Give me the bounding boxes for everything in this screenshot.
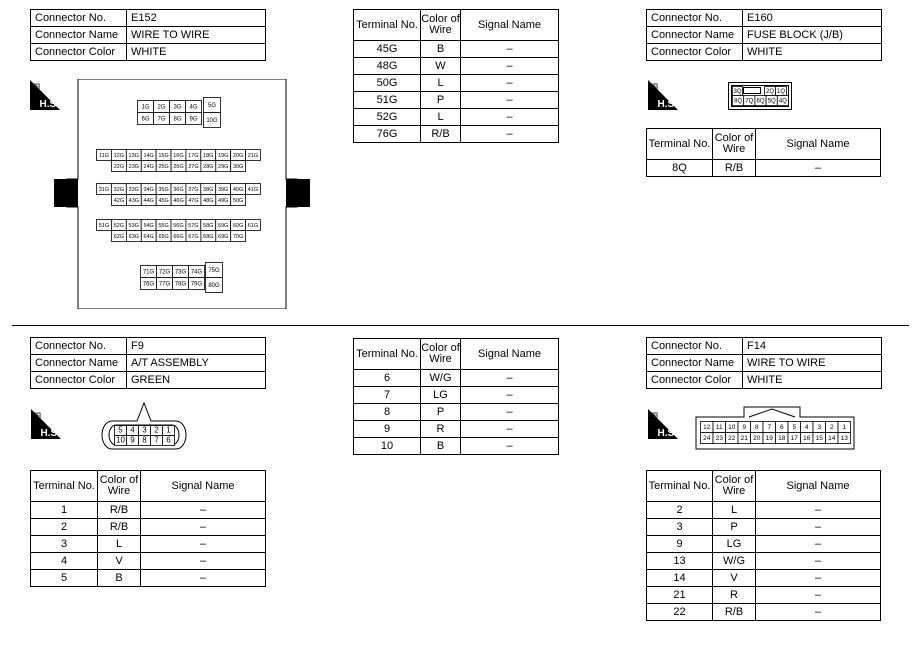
pin-label: 20G [232,153,244,159]
terminal-table-e152: Terminal No. Color of Wire Signal Name 45G B – 48G W – 50G L – 51G P – 52G L – 76G R/B – [353,9,559,143]
pin-label: 7 [767,424,772,431]
pin-label: 25G [158,164,169,170]
pin-label: 73G [174,269,187,276]
signal-name: – [141,502,266,519]
connector-diagram-f14 [694,405,856,451]
terminal-row [354,75,559,92]
pin-label: 8Q [734,98,743,105]
pin-label: 14 [828,435,836,442]
pin-label: 70G [232,234,244,240]
pin-label: 16G [173,153,184,159]
terminal-row [647,519,881,536]
terminal-table-f9-right: Terminal No. Color of Wire Signal Name 6 W/G – 7 LG – 8 P – 9 R – 10 B – [353,338,559,455]
signal-name: – [461,126,559,143]
signal-name: – [461,421,559,438]
terminal-number: 8Q [647,160,713,177]
pin-label: 33G [128,187,139,193]
terminal-row [31,519,266,536]
pin-label: 35G [158,187,169,193]
wire-color: LG [421,387,461,404]
pin-label: 7Q [745,98,754,105]
terminal-row [354,41,559,58]
terminal-number: 76G [354,126,421,143]
pin-label: 18G [203,153,214,159]
pin-label: 67G [188,234,199,240]
terminal-row [354,109,559,126]
wire-color: R/B [713,160,756,177]
terminal-table-f9-left: Terminal No. Color of Wire Signal Name 1 R/B – 2 R/B – 3 L – 4 V – 5 B – [30,470,266,587]
pin-label: 12 [703,424,711,431]
pin-label: 60G [232,223,244,229]
pin-label: 5G [207,103,217,109]
pin-label: 8G [173,116,182,123]
connector-plug-icon: ⊞ [650,411,659,422]
pin-label: 4 [804,424,809,431]
pin-label: 69G [218,234,229,240]
signal-name: – [756,553,881,570]
wire-color: W/G [713,553,756,570]
terminal-row [647,160,881,177]
pin-label: 45G [158,198,169,204]
terminal-number: 48G [354,58,421,75]
signal-name: – [756,604,881,621]
signal-name: – [756,587,881,604]
pin-label: 15 [815,435,823,442]
signal-name: – [461,370,559,387]
connector-plug-icon: ⊞ [650,82,659,93]
pin-label: 59G [217,223,229,229]
connector-diagram-e152 [50,79,314,309]
signal-name: – [461,438,559,455]
pin-label: 75G [208,268,220,274]
hs-badge-icon: ⊞ H.S. [650,411,677,439]
terminal-number: 8 [354,404,421,421]
pin-label: 77G [158,281,171,288]
connector-diagram-f9 [100,401,188,451]
pin-label: 4Q [778,98,787,105]
signal-name: – [141,570,266,587]
terminal-row [647,553,881,570]
pin-label: 79G [190,281,203,288]
pin-label: 54G [143,223,154,229]
terminal-row [354,126,559,143]
signal-name: – [461,404,559,421]
connector-plug-icon: ⊞ [32,82,41,93]
pin-label: 50G [232,198,244,204]
terminal-number: 9 [647,536,713,553]
terminal-row [354,404,559,421]
hs-badge-icon: ⊞ H.S. [32,82,59,110]
hs-badge-icon: ⊞ H.S. [650,82,677,110]
terminal-row [354,92,559,109]
wire-color: P [421,404,461,421]
signal-name: – [141,553,266,570]
terminal-row [354,421,559,438]
terminal-table-f14: Terminal No. Color of Wire Signal Name 2 L – 3 P – 9 LG – 13 W/G – 14 V – 21 R – 22 R/B – [646,470,881,621]
wire-color: V [98,553,141,570]
pin-label: 1 [842,424,847,431]
pin-label: 41G [247,187,259,193]
pin-label: 68G [203,234,214,240]
pin-label: 4 [130,425,135,435]
pin-label: 57G [188,223,199,229]
pin-label: 9 [742,424,747,431]
pin-label: 17 [790,435,798,442]
pin-label: 51G [98,223,110,229]
signal-name: – [461,92,559,109]
pin-label: 15G [158,153,169,159]
pin-label: 5 [118,425,123,435]
pin-label: 9G [189,116,198,123]
wire-color: L [421,109,461,126]
terminal-number: 50G [354,75,421,92]
pin-label: 22 [728,435,736,442]
signal-name: – [756,502,881,519]
terminal-number: 3 [647,519,713,536]
terminal-row [354,370,559,387]
wire-color: R [421,421,461,438]
connector-info-e152: Connector No. E152 Connector Name WIRE TO WIRE Connector Color WHITE [30,9,266,61]
terminal-number: 5 [31,570,98,587]
terminal-number: 14 [647,570,713,587]
pin-label: 23 [715,435,723,442]
pin-label: 9 [130,435,135,445]
wire-color: R [713,587,756,604]
pin-label: 39G [217,187,229,193]
signal-name: – [141,519,266,536]
terminal-row [647,604,881,621]
pin-label: 10 [728,424,736,431]
signal-name: – [756,536,881,553]
pin-label: 36G [173,187,184,193]
pin-label: 4G [189,104,198,111]
pin-label: 8 [754,424,759,431]
signal-name: – [756,570,881,587]
pin-label: 40G [232,187,244,193]
signal-name: – [141,536,266,553]
signal-name: – [756,519,881,536]
connector-info-f14: Connector No. F14 Connector Name WIRE TO WIRE Connector Color WHITE [646,337,882,389]
terminal-number: 3 [31,536,98,553]
pin-label: 55G [158,223,169,229]
pin-label: 28G [203,164,214,170]
pin-label: 74G [190,269,203,276]
pin-label: 7G [157,116,166,123]
terminal-row [354,58,559,75]
pin-label: 58G [203,223,214,229]
pin-label: 76G [142,281,155,288]
fuse-slot [744,88,761,94]
pin-label: 21G [247,153,259,159]
pin-label: 53G [128,223,139,229]
wire-color: L [713,502,756,519]
pin-label: 38G [203,187,214,193]
wire-color: B [98,570,141,587]
pin-label: 34G [143,187,154,193]
pin-label: 49G [218,198,229,204]
pin-label: 1Q [776,89,786,95]
pin-label: 6 [779,424,784,431]
pin-label: 2 [829,424,834,431]
connector-info-e160: Connector No. E160 Connector Name FUSE BLOCK (J/B) Connector Color WHITE [646,9,882,61]
pin-label: 5Q [767,98,776,105]
terminal-number: 10 [354,438,421,455]
pin-label: 72G [158,269,171,276]
pin-label: 2 [154,425,159,435]
pin-label: 17G [188,153,199,159]
pin-label: 52G [113,223,125,229]
pin-label: 43G [128,198,140,204]
pin-label: 30G [232,164,244,170]
terminal-number: 51G [354,92,421,109]
signal-name: – [756,160,881,177]
terminal-number: 2 [31,519,98,536]
pin-label: 64G [143,234,154,240]
pin-label: 21 [740,435,748,442]
pin-label: 22G [113,164,125,170]
pin-label: 6 [166,435,171,445]
pin-label: 37G [188,187,199,193]
terminal-number: 4 [31,553,98,570]
terminal-number: 1 [31,502,98,519]
pin-label: 20 [753,435,761,442]
pin-label: 11G [98,153,109,159]
wire-color: L [421,75,461,92]
connector-diagram-e160 [728,82,792,110]
wire-color: P [421,92,461,109]
wire-color: R/B [98,519,141,536]
terminal-row [354,387,559,404]
pin-label: 48G [203,198,214,204]
terminal-row [31,553,266,570]
section-divider [12,325,909,326]
pin-label: 11 [715,424,723,431]
wire-color: R/B [421,126,461,143]
pin-label: 14G [143,153,154,159]
terminal-table-e160: Terminal No. Color of Wire Signal Name 8Q R/B – [646,128,881,177]
terminal-number: 7 [354,387,421,404]
wire-color: B [421,438,461,455]
terminal-number: 45G [354,41,421,58]
terminal-row [31,570,266,587]
pin-label: 61G [247,223,259,229]
pin-label: 24G [143,164,154,170]
terminal-number: 52G [354,109,421,126]
pin-label: 2G [157,104,166,111]
pin-label: 71G [142,269,155,276]
wire-color: W [421,58,461,75]
pin-label: 24 [703,435,711,442]
pin-label: 12G [113,153,125,159]
pin-label: 19 [765,435,773,442]
pin-label: 62G [113,234,125,240]
pin-label: 80G [208,283,220,289]
signal-name: – [461,41,559,58]
pin-label: 23G [128,164,140,170]
pin-label: 6Q [756,98,765,105]
terminal-number: 21 [647,587,713,604]
wire-color: R/B [713,604,756,621]
signal-name: – [461,387,559,404]
pin-label: 6G [141,116,150,123]
pin-label: 31G [98,187,110,193]
terminal-number: 6 [354,370,421,387]
hs-badge-icon: ⊞ H.S. [33,411,60,439]
pin-label: 1 [166,425,171,435]
pin-label: 46G [173,198,184,204]
pin-label: 19G [217,153,229,159]
pin-label: 63G [128,234,140,240]
pin-label: 10G [206,118,218,124]
connector-plug-icon: ⊞ [33,411,42,422]
pin-label: 78G [174,281,187,288]
terminal-row [354,438,559,455]
pin-label: 5 [792,424,797,431]
signal-name: – [461,58,559,75]
wire-color: LG [713,536,756,553]
pin-label: 29G [218,164,229,170]
terminal-number: 13 [647,553,713,570]
terminal-number: 9 [354,421,421,438]
wire-color: V [713,570,756,587]
terminal-row [31,502,266,519]
signal-name: – [461,109,559,126]
pin-label: 8 [142,435,147,445]
wire-color: P [713,519,756,536]
connector-info-f9: Connector No. F9 Connector Name A/T ASSEMBLY Connector Color GREEN [30,337,266,389]
pin-label: 32G [113,187,125,193]
terminal-number: 2 [647,502,713,519]
pin-label: 27G [188,164,199,170]
signal-name: – [461,75,559,92]
pin-label: 66G [173,234,184,240]
pin-label: 3G [173,104,182,111]
wire-color: B [421,41,461,58]
pin-label: 16 [803,435,811,442]
pin-label: 42G [113,198,125,204]
pin-label: 47G [188,198,199,204]
pin-label: 3Q [733,89,742,95]
pin-label: 3 [142,425,147,435]
pin-label: 10 [116,435,125,445]
pin-label: 7 [154,435,159,445]
terminal-number: 22 [647,604,713,621]
pin-label: 44G [143,198,154,204]
wire-color: R/B [98,502,141,519]
terminal-row [647,587,881,604]
pin-label: 2Q [765,89,775,95]
terminal-row [647,502,881,519]
wire-color: W/G [421,370,461,387]
pin-label: 18 [778,435,786,442]
pin-label: 26G [173,164,184,170]
pin-label: 13 [840,435,848,442]
pin-label: 13G [128,153,139,159]
pin-label: 1G [141,104,150,111]
wire-color: L [98,536,141,553]
terminal-row [647,570,881,587]
pin-label: 65G [158,234,169,240]
pin-label: 3 [817,424,822,431]
terminal-row [647,536,881,553]
terminal-row [31,536,266,553]
pin-label: 56G [173,223,184,229]
